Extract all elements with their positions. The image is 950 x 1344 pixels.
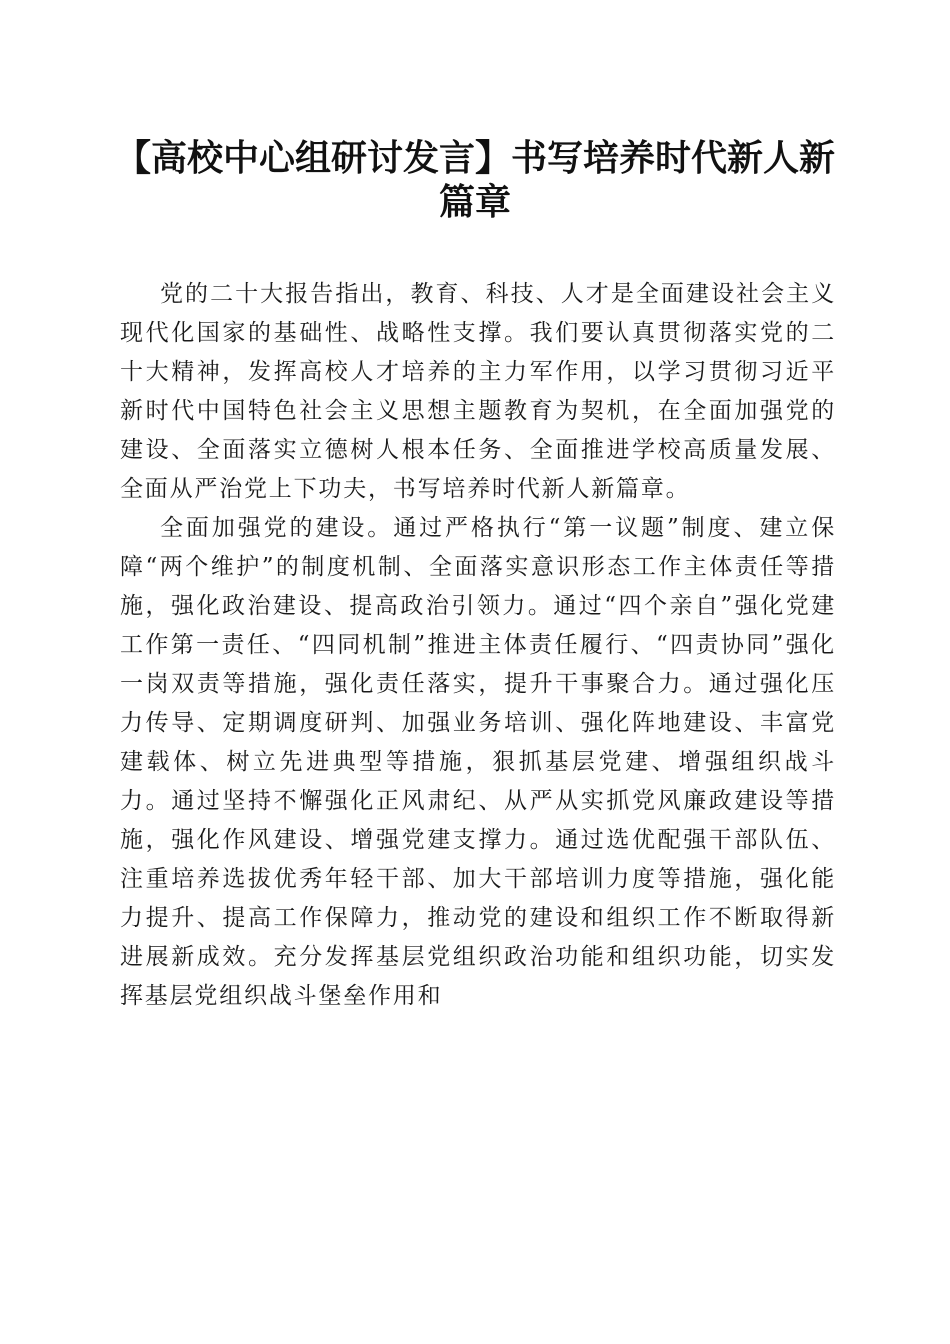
paragraph-party-building: 全面加强党的建设。通过严格执行“第一议题”制度、建立保障“两个维护”的制度机制、全面落实意识形态工作主体责任等措施，强化政治建设、提高政治引领力。通过“四个亲自”强化党建工作第一责任、“四同机制”推进主体责任履行、“四责协同”强化一岗双责等措施，强化责任落实，提升干事聚合力。通过强化压力传导、定期调度研判、加强业务培训、强化阵地建设、丰富党建载体、树立先进典型等措施，狠抓基层党建、增强组织战斗力。通过坚持不懈强化正风肃纪、从严从实抓党风廉政建设等措施，强化作风建设、增强党建支撑力。通过选优配强干部队伍、注重培养选拔优秀年轻干部、加大干部培训力度等措施，强化能力提升、提高工作保障力，推动党的建设和组织工作不断取得新进展新成效。充分发挥基层党组织政治功能和组织功能，切实发挥基层党组织战斗堡垒作用和 (120, 515, 836, 1009)
paragraph-intro: 党的二十大报告指出，教育、科技、人才是全面建设社会主义现代化国家的基础性、战略性支撑。我们要认真贯彻落实党的二十大精神，发挥高校人才培养的主力军作用，以学习贯彻习近平新时代中国特色社会主义思想主题教育为契机，在全面加强党的建设、全面落实立德树人根本任务、全面推进学校高质量发展、全面从严治党上下功夫，书写培养时代新人新篇章。 (120, 281, 836, 502)
document-title: 【高校中心组研讨发言】书写培养时代新人新篇章 (114, 137, 835, 223)
document-body (120, 275, 836, 1016)
